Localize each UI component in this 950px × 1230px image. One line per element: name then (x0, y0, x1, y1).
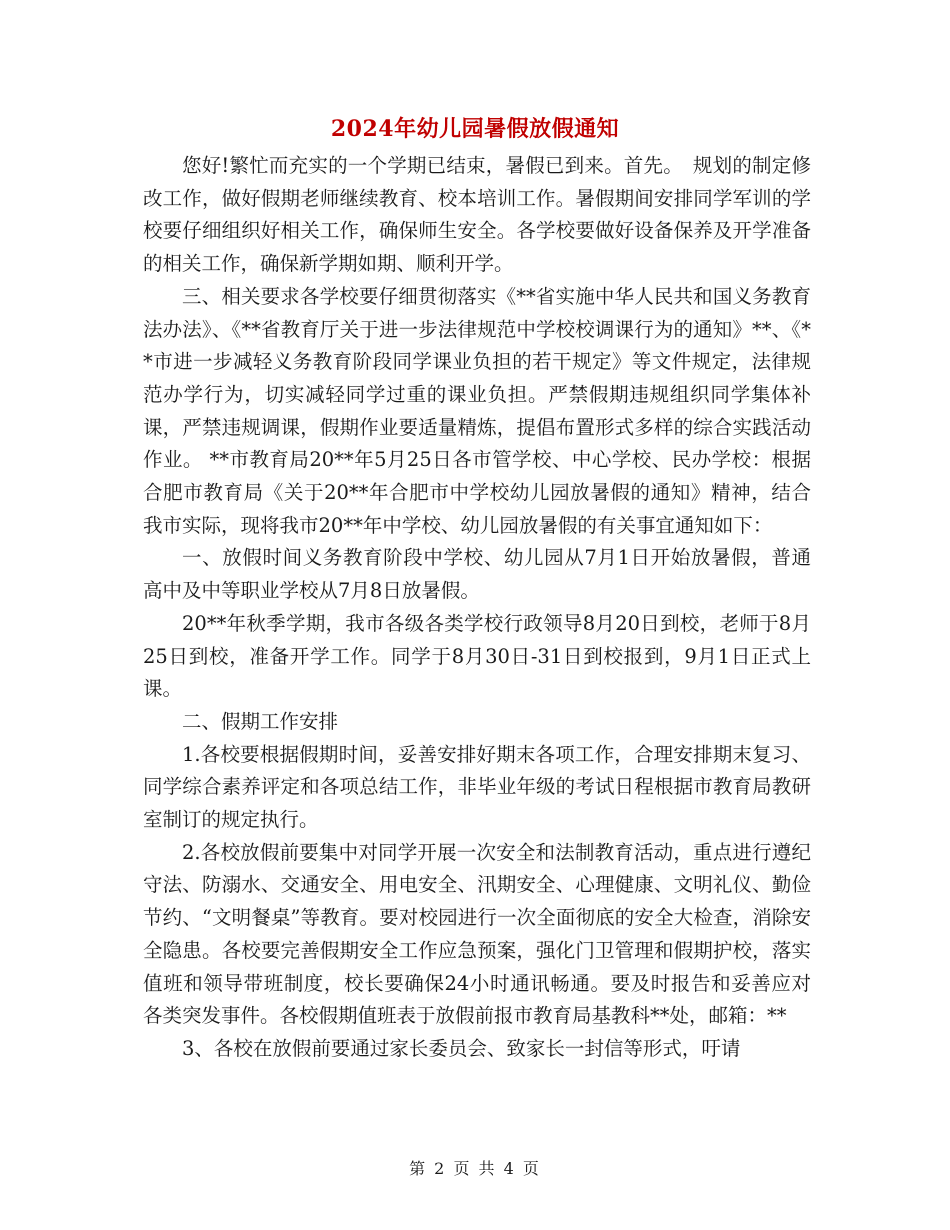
paragraph-intro: 您好!繁忙而充实的一个学期已结束，暑假已到来。首先。 规划的制定修改工作，做好假期老师继续教育、校本培训工作。暑假期间安排同学军训的学校要仔细组织好相关工作，确保师生安全。各学校要做好设备保养及开学准备的相关工作，确保新学期如期、顺利开学。 (143, 154, 811, 276)
section-heading-work-arrangement: 二、假期工作安排 (182, 709, 339, 733)
paragraph-item-2: 2.各校放假前要集中对同学开展一次安全和法制教育活动，重点进行遵纪守法、防溺水、交通安全、用电安全、汛期安全、心理健康、文明礼仪、勤俭节约、“文明餐桌”等教育。要对校园进行一次全面彻底的安全大检查，消除安全隐患。各校要完善假期安全工作应急预案，强化门卫管理和假期护校，落实值班和领导带班制度，校长要确保24小时通讯畅通。要及时报告和妥善应对各类突发事件。各校假期值班表于放假前报市教育局基教科**处，邮箱：** (143, 840, 811, 1028)
paragraph-holiday-time: 一、放假时间义务教育阶段中学校、幼儿园从7月1日开始放暑假，普通高中及中等职业学校从7月8日放暑假。 (143, 546, 811, 603)
document-title: 2024年幼儿园暑假放假通知 (330, 116, 620, 142)
paragraph-item-3: 3、各校在放假前要通过家长委员会、致家长一封信等形式，吁请 (182, 1036, 741, 1060)
page-footer: 第 2 页 共 4 页 (409, 1159, 541, 1178)
paragraph-item-1: 1.各校要根据假期时间，妥善安排好期末各项工作，合理安排期末复习、同学综合素养评定和各项总结工作，非毕业年级的考试日程根据市教育局教研室制订的规定执行。 (143, 742, 811, 832)
paragraph-autumn-term: 20**年秋季学期，我市各级各类学校行政领导8月20日到校，老师于8月25日到校，准备开学工作。同学于8月30日-31日到校报到，9月1日正式上课。 (143, 611, 811, 701)
document-body (143, 150, 811, 1066)
paragraph-requirements: 三、相关要求各学校要仔细贯彻落实《**省实施中华人民共和国义务教育法办法》、《**省教育厅关于进一步法律规范中学校校调课行为的通知》**、《**市进一步减轻义务教育阶段同学课业负担的若干规定》等文件规定，法律规范办学行为，切实减轻同学过重的课业负担。严禁假期违规组织同学集体补课，严禁违规调课，假期作业要适量精炼，提倡布置形式多样的综合实践活动作业。 **市教育局20**年5月25日各市管学校、中心学校、民办学校：根据合肥市教育局《关于20**年合肥市中学校幼儿园放暑假的通知》精神，结合我市实际，现将我市20**年中学校、幼儿园放暑假的有关事宜通知如下： (143, 284, 811, 537)
